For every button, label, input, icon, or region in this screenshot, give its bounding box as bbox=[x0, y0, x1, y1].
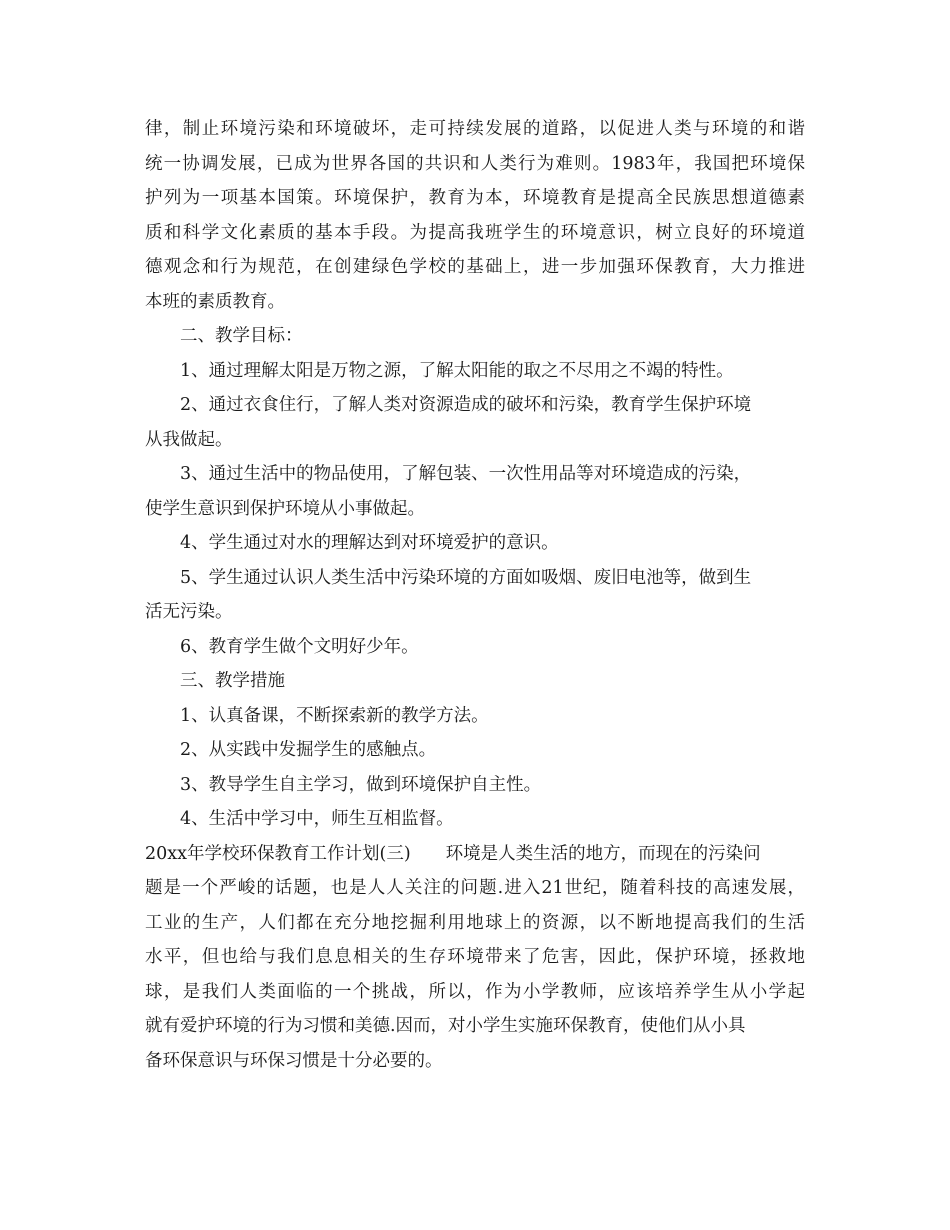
text-line: 质和科学文化素质的基本手段。为提高我班学生的环境意识，树立良好的环境道 bbox=[145, 222, 805, 243]
list-item: 4、生活中学习中，师生互相监督。 bbox=[180, 809, 454, 829]
section-heading: 三、教学措施 bbox=[180, 671, 285, 691]
list-item-continuation: 使学生意识到保护环境从小事做起。 bbox=[145, 498, 425, 519]
list-item: 3、通过生活中的物品使用，了解包装、一次性用品等对环境造成的污染， bbox=[180, 464, 752, 484]
list-item: 5、学生通过认识人类生活中污染环境的方面如吸烟、废旧电池等，做到生 bbox=[180, 567, 752, 588]
text-line: 律，制止环境污染和环境破坏，走可持续发展的道路，以促进人类与环境的和谐 bbox=[145, 119, 805, 139]
text-line: 德观念和行为规范，在创建绿色学校的基础上，进一步加强环保教育，大力推进 bbox=[145, 257, 805, 277]
list-item-continuation: 活无污染。 bbox=[145, 602, 233, 622]
text-line: 本班的素质教育。 bbox=[145, 291, 285, 312]
text-line: 就有爱护环境的行为习惯和美德.因而，对小学生实施环保教育，使他们从小具 bbox=[145, 1016, 746, 1036]
list-item: 1、通过理解太阳是万物之源，了解太阳能的取之不尽用之不竭的特性。 bbox=[180, 360, 734, 381]
list-item: 2、从实践中发掘学生的感触点。 bbox=[180, 740, 437, 760]
text-line: 统一协调发展，已成为世界各国的共识和人类行为难则。1983年，我国把环境保 bbox=[145, 153, 805, 174]
text-line: 20xx年学校环保教育工作计划(三) 环境是人类生活的地方，而现在的污染问 bbox=[145, 843, 761, 864]
text-line: 备环保意识与环保习惯是十分必要的。 bbox=[145, 1050, 443, 1071]
list-item: 1、认真备课，不断探索新的教学方法。 bbox=[180, 705, 489, 726]
document-body bbox=[145, 112, 805, 1078]
text-line: 水平，但也给与我们息息相关的生存环境带来了危害，因此，保护环境，拯救地 bbox=[145, 947, 805, 967]
list-item-continuation: 从我做起。 bbox=[145, 429, 233, 450]
list-item: 2、通过衣食住行，了解人类对资源造成的破坏和污染，教育学生保护环境 bbox=[180, 395, 752, 415]
text-line: 护列为一项基本国策。环境保护，教育为本，环境教育是提高全民族思想道德素 bbox=[145, 188, 805, 208]
text-line: 工业的生产，人们都在充分地挖掘利用地球上的资源，以不断地提高我们的生活 bbox=[145, 912, 805, 933]
list-item: 4、学生通过对水的理解达到对环境爱护的意识。 bbox=[180, 533, 559, 553]
list-item: 6、教育学生做个文明好少年。 bbox=[180, 636, 419, 657]
text-line: 题是一个严峻的话题，也是人人关注的问题.进入21世纪，随着科技的高速发展， bbox=[145, 878, 805, 898]
text-line: 球，是我们人类面临的一个挑战，所以，作为小学教师，应该培养学生从小学起 bbox=[145, 981, 805, 1002]
section-heading: 二、教学目标： bbox=[180, 326, 303, 346]
list-item: 3、教导学生自主学习，做到环境保护自主性。 bbox=[180, 774, 542, 795]
